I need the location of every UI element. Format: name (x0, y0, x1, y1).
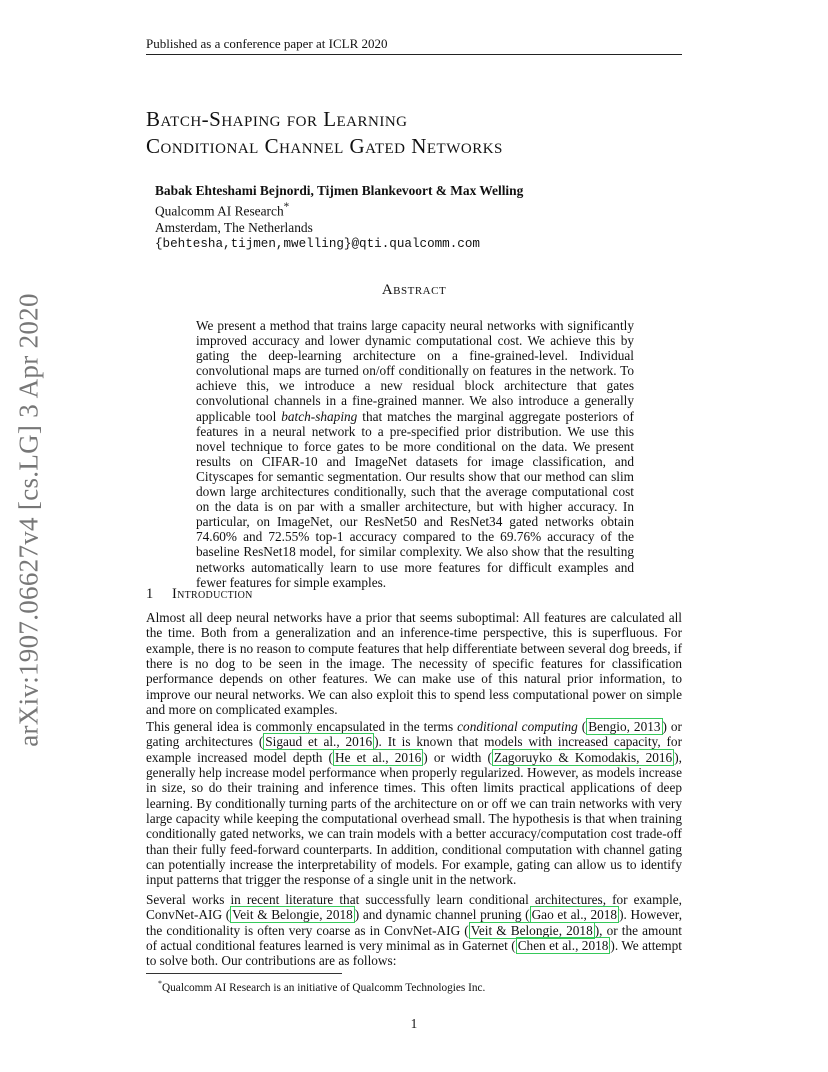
page-number: 1 (410, 1016, 418, 1031)
citation-link[interactable]: Chen et al., 2018 (517, 938, 609, 954)
abstract-heading: Abstract (381, 282, 447, 298)
abstract-text: We present a method that trains large capacity neural networks with significantly improved accuracy and lower dynamic computational cost. We achieve this by gating the deep-learning architecture on a fine-grained-level. Individual convolutional maps are turned on/off conditionally on features in the network. To achieve this, we introduce a new residual block architecture that gates convolutional channels in a fine-grained manner. We also introduce a generally applicable tool batch-shaping that matches the marginal aggregate posteriors of features in a neural network to a pre-specified prior distribution. We use this novel technique to force gates to be more conditional on the data. We present results on CIFAR-10 and ImageNet datasets for image classification, and Cityscapes for semantic segmentation. Our results show that our method can slim down large architectures conditionally, such that the average computational cost on the data is on par with a smaller architecture, but with higher accuracy. In particular, on ImageNet, our ResNet50 and ResNet34 gated networks obtain 74.60% and 72.55% top-1 accuracy compared to the 69.76% accuracy of the baseline ResNet18 model, for similar complexity. We also show that the resulting networks automatically learn to use more features for difficult examples and fewer features for simple examples. (196, 318, 634, 590)
arxiv-identifier-text: arXiv:1907.06627v4 [cs.LG] 3 Apr 2020 (13, 293, 44, 747)
citation-link[interactable]: Sigaud et al., 2016 (265, 734, 373, 750)
section-number: 1 (146, 586, 154, 602)
title-line-1: Batch-Shaping for Learning (146, 107, 408, 131)
author-email: {behtesha,tijmen,mwelling}@qti.qualcomm.com (155, 237, 480, 252)
affiliation-footnote-mark: * (283, 201, 290, 213)
arxiv-identifier-stamp (4, 290, 54, 750)
running-header: Published as a conference paper at ICLR 2020 (146, 36, 682, 55)
citation-link[interactable]: Veit & Belongie, 2018 (232, 907, 353, 923)
title-line-2: Conditional Channel Gated Networks (146, 134, 503, 158)
intro-paragraph-1: Almost all deep neural networks have a prior that seems suboptimal: All features are calculated all the time. Both from a generalization and an inference-time perspective, this is superfluous. For example, there is no reason to compute features that help differentiate between several dog breeds, if there is no dog to be seen in the image. The necessity of specific features for classification performance depends on other features. We can make use of this natural prior information, to improve our neural networks. We can also exploit this to spend less computational power on simple and more on complicated examples. (146, 610, 682, 718)
citation-link[interactable]: Bengio, 2013 (588, 719, 661, 734)
citation-link[interactable]: Gao et al., 2018 (531, 907, 618, 923)
citation-link[interactable]: Veit & Belongie, 2018 (470, 922, 593, 938)
intro-paragraph-3: Several works in recent literature that successfully learn conditional architectures, for example, ConvNet-AIG ( Veit & Belongie, 2018 ) and dynamic channel pruning ( Gao et al., 2018 ). However, the conditionality is often very coarse as in ConvNet-AIG ( Veit & Belongie, 2018 ), or the amount of actual conditional features learned is very minimal as in Gaternet ( Chen et al., 2018 ). We attempt to solve both. Our contributions are as follows: (146, 892, 683, 969)
author-affiliation: Qualcomm AI Research* (155, 201, 290, 219)
footnote-text: Qualcomm AI Research is an initiative of Qualcomm Technologies Inc. (162, 981, 486, 994)
paper-title (146, 106, 706, 160)
section-heading-introduction (146, 586, 682, 603)
citation-link[interactable]: Zagoruyko & Komodakis, 2016 (493, 749, 673, 765)
intro-paragraph-2: This general idea is commonly encapsulated in the terms conditional computing ( Bengio, 2013 ) or gating architectures ( Sigaud et al., 2016 ). It is known that models with increased capacity, for example increased model depth ( He et al., 2016 ) or width ( Zagoruyko & Komodakis, 2016 ), generally help increase model performance when properly regularized. However, as models increase in size, so do their training and inference times. This often limits practical applications of deep learning. By conditionally turning parts of the architecture on or off we can train networks with very large capacity while keeping the computational overhead small. The hypothesis is that when training conditionally gated networks, we can train models with a better accuracy/computation cost trade-off than their fully feed-forward counterparts. In addition, conditional computation with channel gating can potentially increase the interpretability of models. For example, gating can allow us to identify input patterns that trigger the response of a single unit in the network. (146, 719, 683, 888)
footnote-divider (146, 973, 342, 974)
author-location: Amsterdam, The Netherlands (155, 220, 313, 236)
citation-link[interactable]: He et al., 2016 (334, 749, 422, 765)
footnote-mark: * (158, 979, 162, 988)
author-block (155, 182, 675, 253)
section-title: Introduction (172, 586, 253, 602)
abstract-emphasis: batch-shaping (281, 408, 358, 424)
footnote (158, 977, 678, 995)
author-names: Babak Ehteshami Bejnordi, Tijmen Blankevoort & Max Welling (155, 183, 524, 198)
